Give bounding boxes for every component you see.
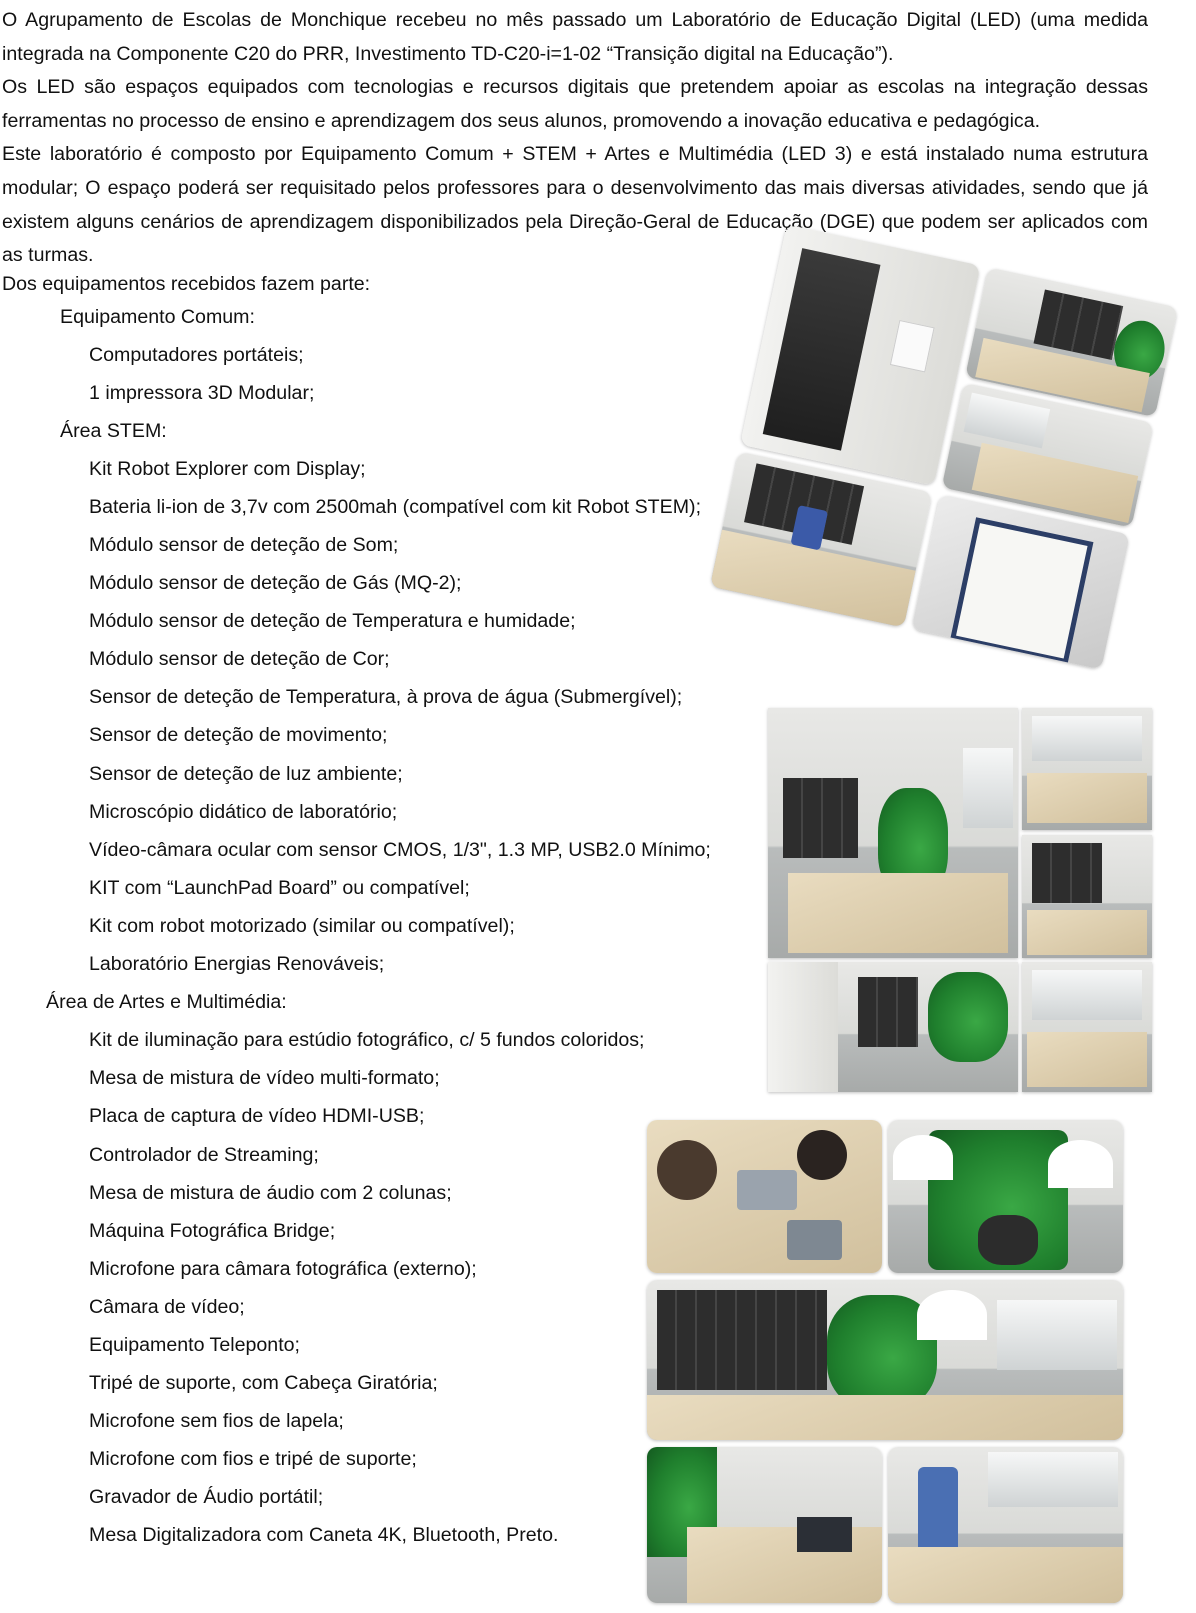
list-item: Laboratório Energias Renováveis;: [89, 953, 385, 975]
photo-collage-students: [647, 1120, 1123, 1603]
list-item: Mesa de mistura de vídeo multi-formato;: [89, 1067, 440, 1089]
list-item: Máquina Fotográfica Bridge;: [89, 1220, 336, 1242]
photo-lab-wide-view: [768, 708, 1018, 958]
list-item: Microscópio didático de laboratório;: [89, 801, 398, 823]
intro-text: [2, 4, 1148, 273]
list-item: Microfone sem fios de lapela;: [89, 1410, 344, 1432]
list-item: Mesa Digitalizadora com Caneta 4K, Bluetooth, Preto.: [89, 1524, 559, 1546]
list-item: Módulo sensor de deteção de Cor;: [89, 648, 390, 670]
list-item: Equipamento Teleponto;: [89, 1334, 300, 1356]
list-item: Vídeo-câmara ocular com sensor CMOS, 1/3", 1.3 MP, USB2.0 Mínimo;: [89, 839, 711, 861]
list-item: Kit Robot Explorer com Display;: [89, 458, 366, 480]
photo-lab-panorama: [647, 1280, 1123, 1440]
list-item: Kit de iluminação para estúdio fotográfico, c/ 5 fundos coloridos;: [89, 1029, 645, 1051]
list-item: Módulo sensor de deteção de Gás (MQ-2);: [89, 572, 462, 594]
list-item: Controlador de Streaming;: [89, 1144, 319, 1166]
photo-lab-desks-window: [1022, 708, 1152, 830]
photo-lab-window-desks: [1022, 962, 1152, 1092]
section-heading-comum: Equipamento Comum:: [60, 306, 255, 328]
list-item: Gravador de Áudio portátil;: [89, 1486, 324, 1508]
list-item: Placa de captura de vídeo HDMI-USB;: [89, 1105, 425, 1127]
list-item: Tripé de suporte, com Cabeça Giratória;: [89, 1372, 438, 1394]
intro-paragraph-1: O Agrupamento de Escolas de Monchique recebeu no mês passado um Laboratório de Educação Digital (LED) (uma medida integrada na Componente C20 do PRR, Investimento TD-C20-i=1-02 “Transição digital na Educação”).: [2, 9, 1148, 65]
photo-lab-shelves: [1022, 835, 1152, 958]
list-item: KIT com “LaunchPad Board” ou compatível;: [89, 877, 470, 899]
list-item: Microfone com fios e tripé de suporte;: [89, 1448, 417, 1470]
photo-student-laptop: [647, 1447, 882, 1603]
list-item: Câmara de vídeo;: [89, 1296, 245, 1318]
list-item: Sensor de deteção de luz ambiente;: [89, 763, 403, 785]
intro-paragraph-3: Este laboratório é composto por Equipamento Comum + STEM + Artes e Multimédia (LED 3) e está instalado numa estrutura modular; O espaço poderá ser requisitado pelos professores para o desenvolvimento das mais diversas atividades, sendo que já existem alguns cenários de aprendizagem disponibilizados pela Direção-Geral de Educação (DGE) que podem ser aplicados com as turmas.: [2, 143, 1148, 267]
section-heading-stem: Área STEM:: [60, 420, 167, 442]
list-item: 1 impressora 3D Modular;: [89, 382, 315, 404]
list-item: Sensor de deteção de movimento;: [89, 724, 388, 746]
section-heading-artes: Área de Artes e Multimédia:: [46, 991, 287, 1013]
list-item: Computadores portáteis;: [89, 344, 304, 366]
list-item: Microfone para câmara fotográfica (externo);: [89, 1258, 477, 1280]
list-item: Módulo sensor de deteção de Som;: [89, 534, 399, 556]
list-item: Módulo sensor de deteção de Temperatura e humidade;: [89, 610, 576, 632]
photo-green-screen-studio: [888, 1120, 1123, 1273]
list-item: Bateria li-ion de 3,7v com 2500mah (compatível com kit Robot STEM);: [89, 496, 702, 518]
list-item: Mesa de mistura de áudio com 2 colunas;: [89, 1182, 452, 1204]
list-item: Sensor de deteção de Temperatura, à prova de água (Submergível);: [89, 686, 683, 708]
photo-students-kits-topview: [647, 1120, 882, 1273]
photo-student-robot: [888, 1447, 1123, 1603]
intro-paragraph-2: Os LED são espaços equipados com tecnologias e recursos digitais que pretendem apoiar as escolas na integração dessas ferramentas no processo de ensino e aprendizagem dos seus alunos, promovendo a inovação educativa e pedagógica.: [2, 76, 1148, 132]
list-item: Kit com robot motorizado (similar ou compatível);: [89, 915, 515, 937]
equipment-list-intro: Dos equipamentos recebidos fazem parte:: [2, 273, 371, 295]
photo-collage-lab-exterior: [710, 224, 1178, 669]
photo-collage-lab-interior: [768, 708, 1152, 1092]
photo-lab-green-corner: [768, 962, 1018, 1092]
